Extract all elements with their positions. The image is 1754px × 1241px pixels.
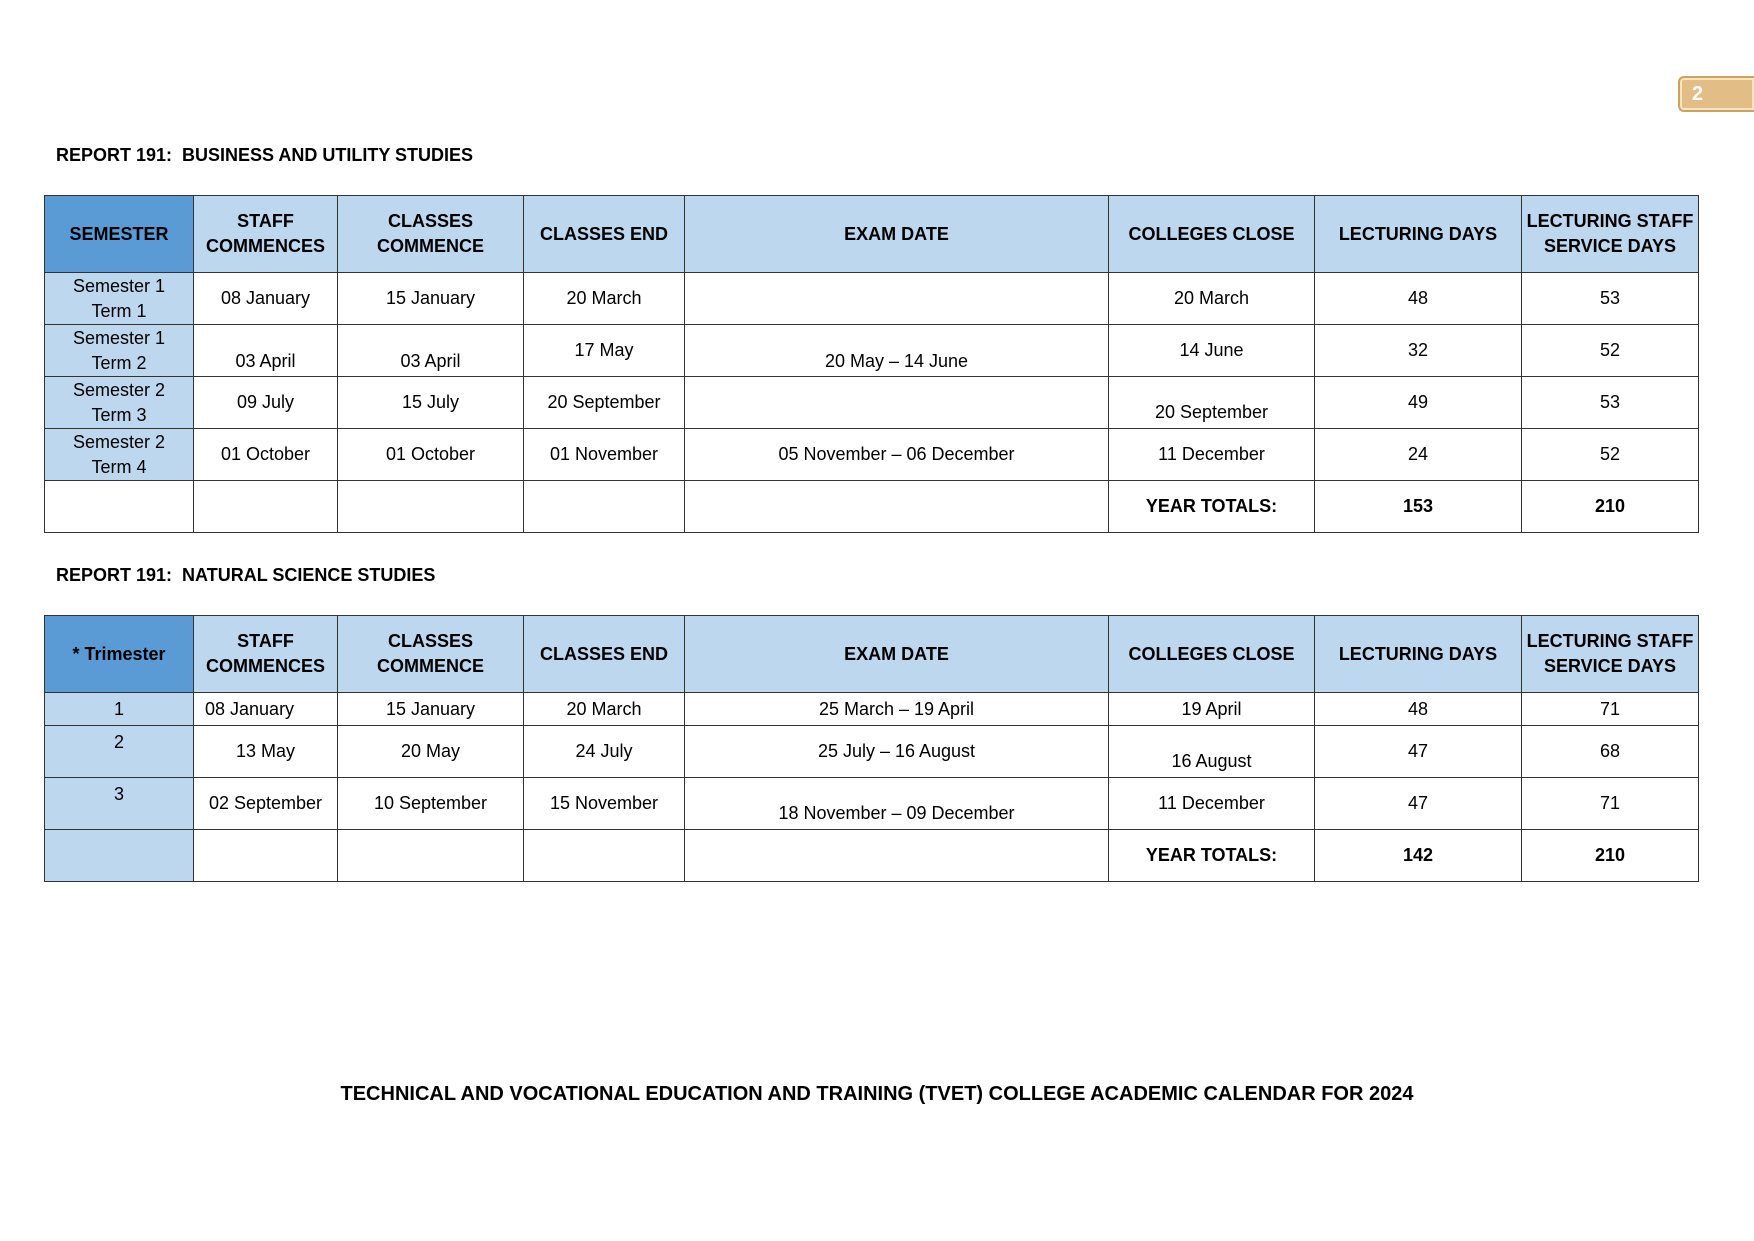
period-line2: Term 4 xyxy=(91,456,147,477)
header-staff-commences: STAFF COMMENCES xyxy=(194,196,338,273)
total-lecturing-days: 142 xyxy=(1315,830,1522,882)
period-line2: Term 1 xyxy=(91,300,147,321)
lecturing-days-cell: 32 xyxy=(1315,325,1522,377)
staff-commences-cell: 08 January xyxy=(194,273,338,325)
classes-commence-cell: 01 October xyxy=(338,429,524,481)
service-days-cell: 52 xyxy=(1522,429,1699,481)
page-number-badge xyxy=(1678,76,1754,112)
year-totals-label: YEAR TOTALS: xyxy=(1109,830,1315,882)
period-line1: Semester 2 xyxy=(72,431,166,452)
year-totals-label: YEAR TOTALS: xyxy=(1109,481,1315,533)
classes-commence-cell: 15 July xyxy=(338,377,524,429)
exam-date-cell xyxy=(685,377,1109,429)
colleges-close-cell: 19 April xyxy=(1109,693,1315,726)
trimester-cell: 3 xyxy=(45,778,194,830)
empty-cell xyxy=(524,830,685,882)
empty-cell xyxy=(685,830,1109,882)
colleges-close-cell: 11 December xyxy=(1109,778,1315,830)
classes-end-cell: 15 November xyxy=(524,778,685,830)
service-days-cell: 68 xyxy=(1522,726,1699,778)
classes-end-cell: 24 July xyxy=(524,726,685,778)
service-days-cell: 52 xyxy=(1522,325,1699,377)
classes-commence-cell: 15 January xyxy=(338,273,524,325)
report2-heading: REPORT 191: NATURAL SCIENCE STUDIES xyxy=(56,565,436,585)
lecturing-days-cell: 49 xyxy=(1315,377,1522,429)
header-service-days: LECTURING STAFF SERVICE DAYS xyxy=(1522,616,1699,693)
classes-end-cell: 20 March xyxy=(524,273,685,325)
period-line2: Term 2 xyxy=(91,352,147,373)
total-lecturing-days: 153 xyxy=(1315,481,1522,533)
period-cell xyxy=(45,429,194,481)
table-row xyxy=(45,325,1699,377)
table-row xyxy=(45,778,1699,830)
colleges-close-cell: 14 June xyxy=(1109,325,1315,377)
exam-date-cell: 18 November – 09 December xyxy=(685,778,1109,830)
table-row xyxy=(45,726,1699,778)
header-classes-commence: CLASSES COMMENCE xyxy=(338,196,524,273)
period-line1: Semester 1 xyxy=(72,275,166,296)
header-colleges-close: COLLEGES CLOSE xyxy=(1109,196,1315,273)
header-row xyxy=(45,196,1699,273)
empty-cell xyxy=(338,481,524,533)
empty-cell xyxy=(45,830,194,882)
header-lecturing-days: LECTURING DAYS xyxy=(1315,616,1522,693)
period-cell xyxy=(45,377,194,429)
period-line1: Semester 2 xyxy=(72,379,166,400)
empty-cell xyxy=(194,481,338,533)
colleges-close-cell: 20 September xyxy=(1109,377,1315,429)
service-days-cell: 53 xyxy=(1522,377,1699,429)
lecturing-days-cell: 47 xyxy=(1315,726,1522,778)
header-trimester: * Trimester xyxy=(45,616,194,693)
classes-commence-cell: 03 April xyxy=(338,325,524,377)
classes-end-cell: 01 November xyxy=(524,429,685,481)
header-semester: SEMESTER xyxy=(45,196,194,273)
service-days-cell: 71 xyxy=(1522,778,1699,830)
header-colleges-close: COLLEGES CLOSE xyxy=(1109,616,1315,693)
natural-science-table xyxy=(44,615,1699,882)
totals-row xyxy=(45,830,1699,882)
header-staff-commences: STAFF COMMENCES xyxy=(194,616,338,693)
exam-date-cell xyxy=(685,273,1109,325)
header-lecturing-days: LECTURING DAYS xyxy=(1315,196,1522,273)
colleges-close-cell: 20 March xyxy=(1109,273,1315,325)
staff-commences-cell: 01 October xyxy=(194,429,338,481)
total-service-days: 210 xyxy=(1522,830,1699,882)
period-cell xyxy=(45,273,194,325)
header-service-days: LECTURING STAFF SERVICE DAYS xyxy=(1522,196,1699,273)
header-row xyxy=(45,616,1699,693)
period-cell xyxy=(45,325,194,377)
report1-heading: REPORT 191: BUSINESS AND UTILITY STUDIES xyxy=(56,145,474,165)
service-days-cell: 71 xyxy=(1522,693,1699,726)
colleges-close-cell: 11 December xyxy=(1109,429,1315,481)
exam-date-cell: 25 March – 19 April xyxy=(685,693,1109,726)
period-line1: Semester 1 xyxy=(72,327,166,348)
staff-commences-cell: 03 April xyxy=(194,325,338,377)
colleges-close-cell: 16 August xyxy=(1109,726,1315,778)
empty-cell xyxy=(45,481,194,533)
total-service-days: 210 xyxy=(1522,481,1699,533)
period-line2: Term 3 xyxy=(91,404,147,425)
header-classes-end: CLASSES END xyxy=(524,616,685,693)
staff-commences-cell: 09 July xyxy=(194,377,338,429)
lecturing-days-cell: 48 xyxy=(1315,273,1522,325)
trimester-cell: 1 xyxy=(45,693,194,726)
exam-date-cell: 20 May – 14 June xyxy=(685,325,1109,377)
header-exam-date: EXAM DATE xyxy=(685,196,1109,273)
lecturing-days-cell: 48 xyxy=(1315,693,1522,726)
staff-commences-cell: 02 September xyxy=(194,778,338,830)
table-row xyxy=(45,377,1699,429)
table-row xyxy=(45,429,1699,481)
empty-cell xyxy=(338,830,524,882)
page-number: 2 xyxy=(1692,83,1704,105)
classes-commence-cell: 10 September xyxy=(338,778,524,830)
trimester-cell: 2 xyxy=(45,726,194,778)
exam-date-cell: 05 November – 06 December xyxy=(685,429,1109,481)
empty-cell xyxy=(524,481,685,533)
table-row xyxy=(45,273,1699,325)
document-title: TECHNICAL AND VOCATIONAL EDUCATION AND TRAINING (TVET) COLLEGE ACADEMIC CALENDAR FOR 2024 xyxy=(340,1083,1414,1105)
classes-end-cell: 20 March xyxy=(524,693,685,726)
staff-commences-cell: 08 January xyxy=(194,693,338,726)
table-row xyxy=(45,693,1699,726)
lecturing-days-cell: 24 xyxy=(1315,429,1522,481)
lecturing-days-cell: 47 xyxy=(1315,778,1522,830)
classes-commence-cell: 20 May xyxy=(338,726,524,778)
header-classes-commence: CLASSES COMMENCE xyxy=(338,616,524,693)
staff-commences-cell: 13 May xyxy=(194,726,338,778)
classes-end-cell: 20 September xyxy=(524,377,685,429)
exam-date-cell: 25 July – 16 August xyxy=(685,726,1109,778)
totals-row xyxy=(45,481,1699,533)
classes-commence-cell: 15 January xyxy=(338,693,524,726)
classes-end-cell: 17 May xyxy=(524,325,685,377)
service-days-cell: 53 xyxy=(1522,273,1699,325)
header-classes-end: CLASSES END xyxy=(524,196,685,273)
business-utility-table xyxy=(44,195,1699,533)
empty-cell xyxy=(685,481,1109,533)
header-exam-date: EXAM DATE xyxy=(685,616,1109,693)
empty-cell xyxy=(194,830,338,882)
